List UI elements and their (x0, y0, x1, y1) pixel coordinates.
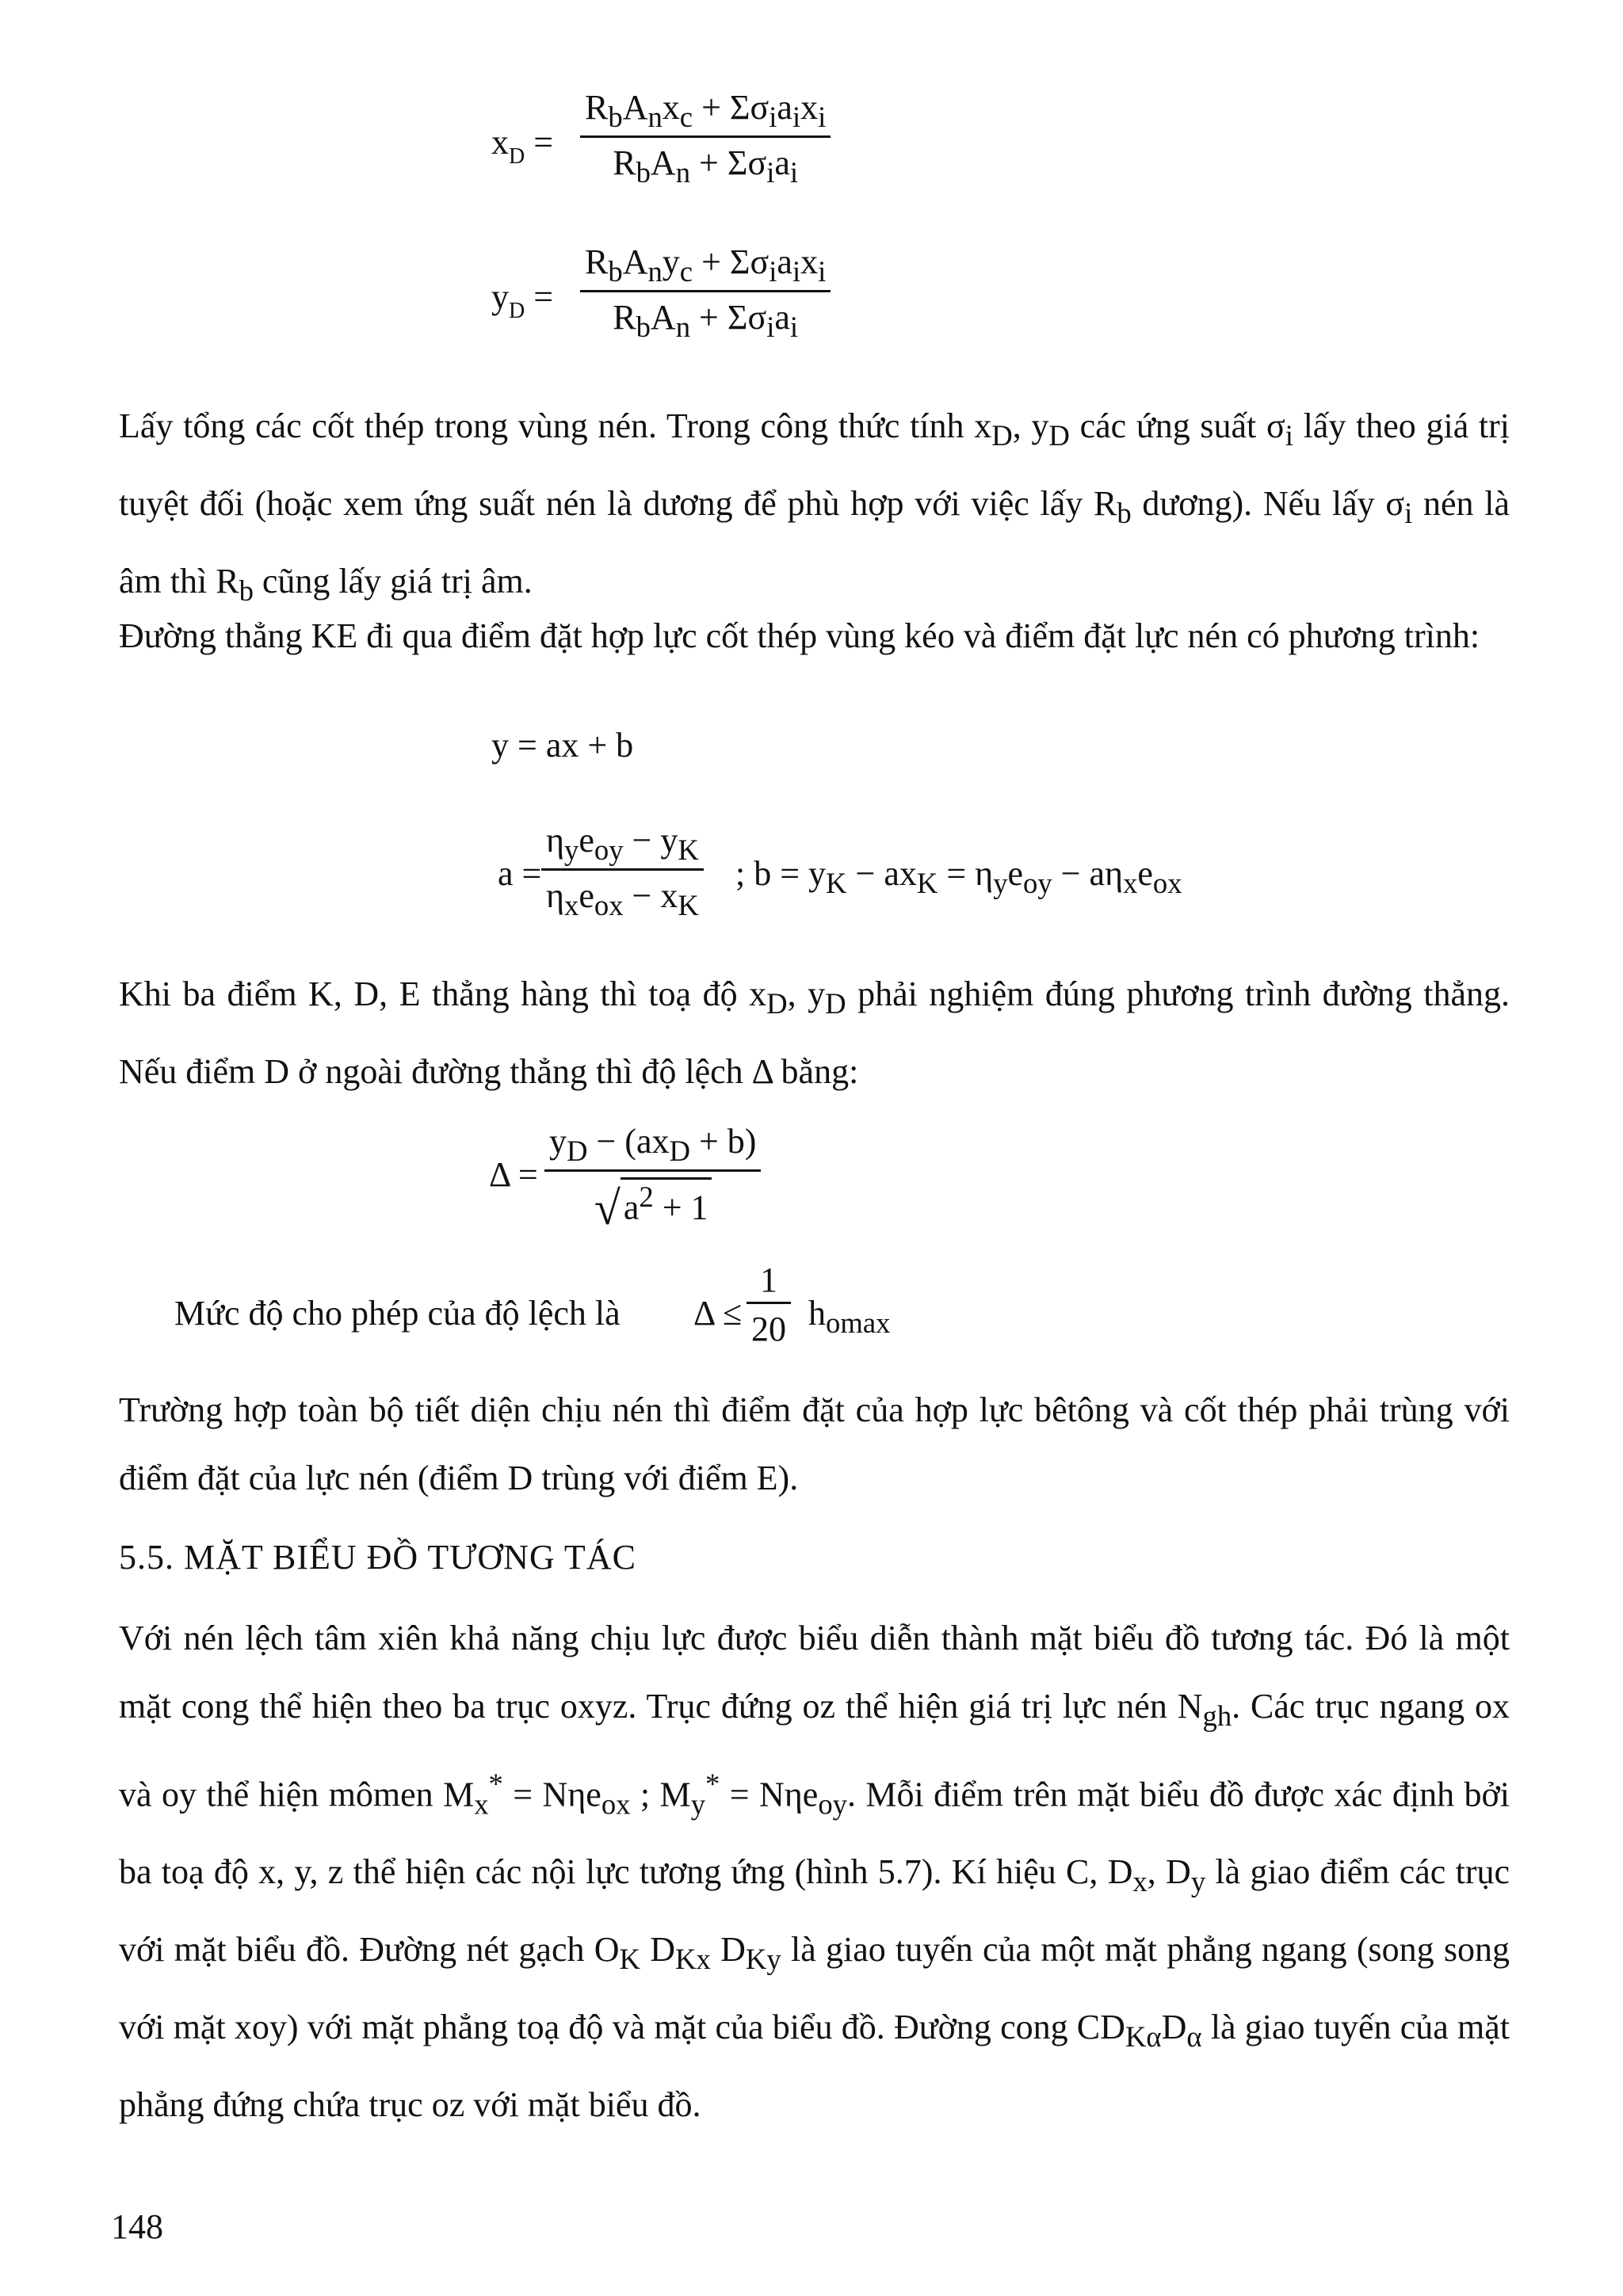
formula-delta-denominator: $√a^2 + 1$ (544, 1177, 761, 1231)
formula-yd-lhs: $y_D$ = (491, 277, 554, 323)
paragraph-collinear-points: Khi ba điểm K, D, E thẳng hàng thì toạ độ $x_D$, $y_D$ phải nghiệm đúng phương trình đường thẳng. Nếu điểm D ở ngoài đường thẳng thì độ lệch Δ bằng: (119, 974, 1510, 1091)
formula-xd-fraction (580, 87, 831, 189)
limit-text: Mức độ cho phép của độ lệch là (174, 1294, 621, 1333)
formula-xd-denominator: $R_bA_n + \Sigma\sigma_ia_i$ (613, 143, 799, 189)
fraction-bar (541, 868, 704, 871)
formula-xd-lhs: $x_D$ = (491, 123, 554, 169)
formula-delta-numerator: $y_D - (ax_D + b)$ (549, 1122, 757, 1167)
fraction-bar (544, 1169, 761, 1172)
formula-a-denominator: $\eta_xe_{ox} - x_K$ (546, 875, 699, 921)
formula-delta-lhs: Δ = (489, 1155, 538, 1194)
paragraph-interaction-surface: Với nén lệch tâm xiên khả năng chịu lực được biểu diễn thành mặt biểu đồ tương tác. Đó là một mặt cong thể hiện theo ba trục oxyz. Trục đứng oz thể hiện giá trị lực nén $N_{gh}$. Các trục ngang ox và oy thể hiện mômen $M_x^* = N\eta e_{ox}$ ; $M_y^* = N\eta e_{oy}$. Mỗi điểm trên mặt biểu đồ được xác định bởi ba toạ độ x, y, z thể hiện các nội lực tương ứng (hình 5.7). Kí hiệu C, $D_x$, $D_y$ là giao điểm các trục với mặt biểu đồ. Đường nét gạch $O_K$ $D_{Kx}$ $D_{Ky}$ là giao tuyến của một mặt phẳng ngang (song song với mặt xoy) với mặt phẳng toạ độ và mặt của biểu đồ. Đường cong $CD_{K\alpha}D_\alpha$ là giao tuyến của mặt phẳng đứng chứa trục oz với mặt biểu đồ. (119, 1619, 1510, 2124)
paragraph-full-compression: Trường hợp toàn bộ tiết diện chịu nén thì điểm đặt của hợp lực bêtông và cốt thép phải trùng với điểm đặt của lực nén (điểm D trùng với điểm E). (119, 1390, 1510, 1497)
formula-delta-fraction (544, 1121, 761, 1234)
fraction-bar (747, 1302, 791, 1304)
formula-limit-denominator: 20 (751, 1310, 786, 1348)
formula-b-rhs: ; $b = y_K - ax_K = \eta_ye_{oy} - a\eta_xe_{ox}$ (735, 854, 1182, 899)
formula-line-equation: y = ax + b (491, 726, 634, 765)
paragraph-compression-reinforcement: Lấy tổng các cốt thép trong vùng nén. Trong công thức tính $x_D$, $y_D$ các ứng suất $\sigma_i$ lấy theo giá trị tuyệt đối (hoặc xem ứng suất nén là dương để phù hợp với việc lấy $R_b$ dương). Nếu lấy $\sigma_i$ nén là âm thì $R_b$ cũng lấy giá trị âm. (119, 406, 1510, 607)
formula-a-numerator: $\eta_ye_{oy} - y_K$ (546, 821, 699, 866)
square-root-icon: √ (594, 1181, 621, 1234)
formula-yd-denominator: $R_bA_n + \Sigma\sigma_ia_i$ (613, 297, 799, 343)
formula-yd-numerator: $R_bA_ny_c + \Sigma\sigma_ia_ix_i$ (585, 242, 827, 288)
formula-yd-fraction (580, 242, 831, 344)
formula-limit-rhs: $h_{omax}$ (808, 1294, 891, 1339)
paragraph-line-ke: Đường thẳng KE đi qua điểm đặt hợp lực cốt thép vùng kéo và điểm đặt lực nén có phương trình: (119, 616, 1480, 655)
section-heading: 5.5. MẶT BIỂU ĐỒ TƯƠNG TÁC (119, 1538, 636, 1577)
formula-a-fraction (541, 820, 704, 922)
formula-limit-lhs: Δ ≤ (693, 1294, 743, 1333)
fraction-bar (580, 290, 831, 292)
formula-limit-fraction (747, 1260, 791, 1349)
formula-xd-numerator: $R_bA_nx_c + \Sigma\sigma_ia_ix_i$ (585, 88, 827, 133)
page-number: 148 (111, 2207, 163, 2246)
fraction-bar (580, 135, 831, 138)
formula-limit-numerator: 1 (760, 1261, 777, 1299)
formula-a-lhs: a = (498, 854, 542, 893)
